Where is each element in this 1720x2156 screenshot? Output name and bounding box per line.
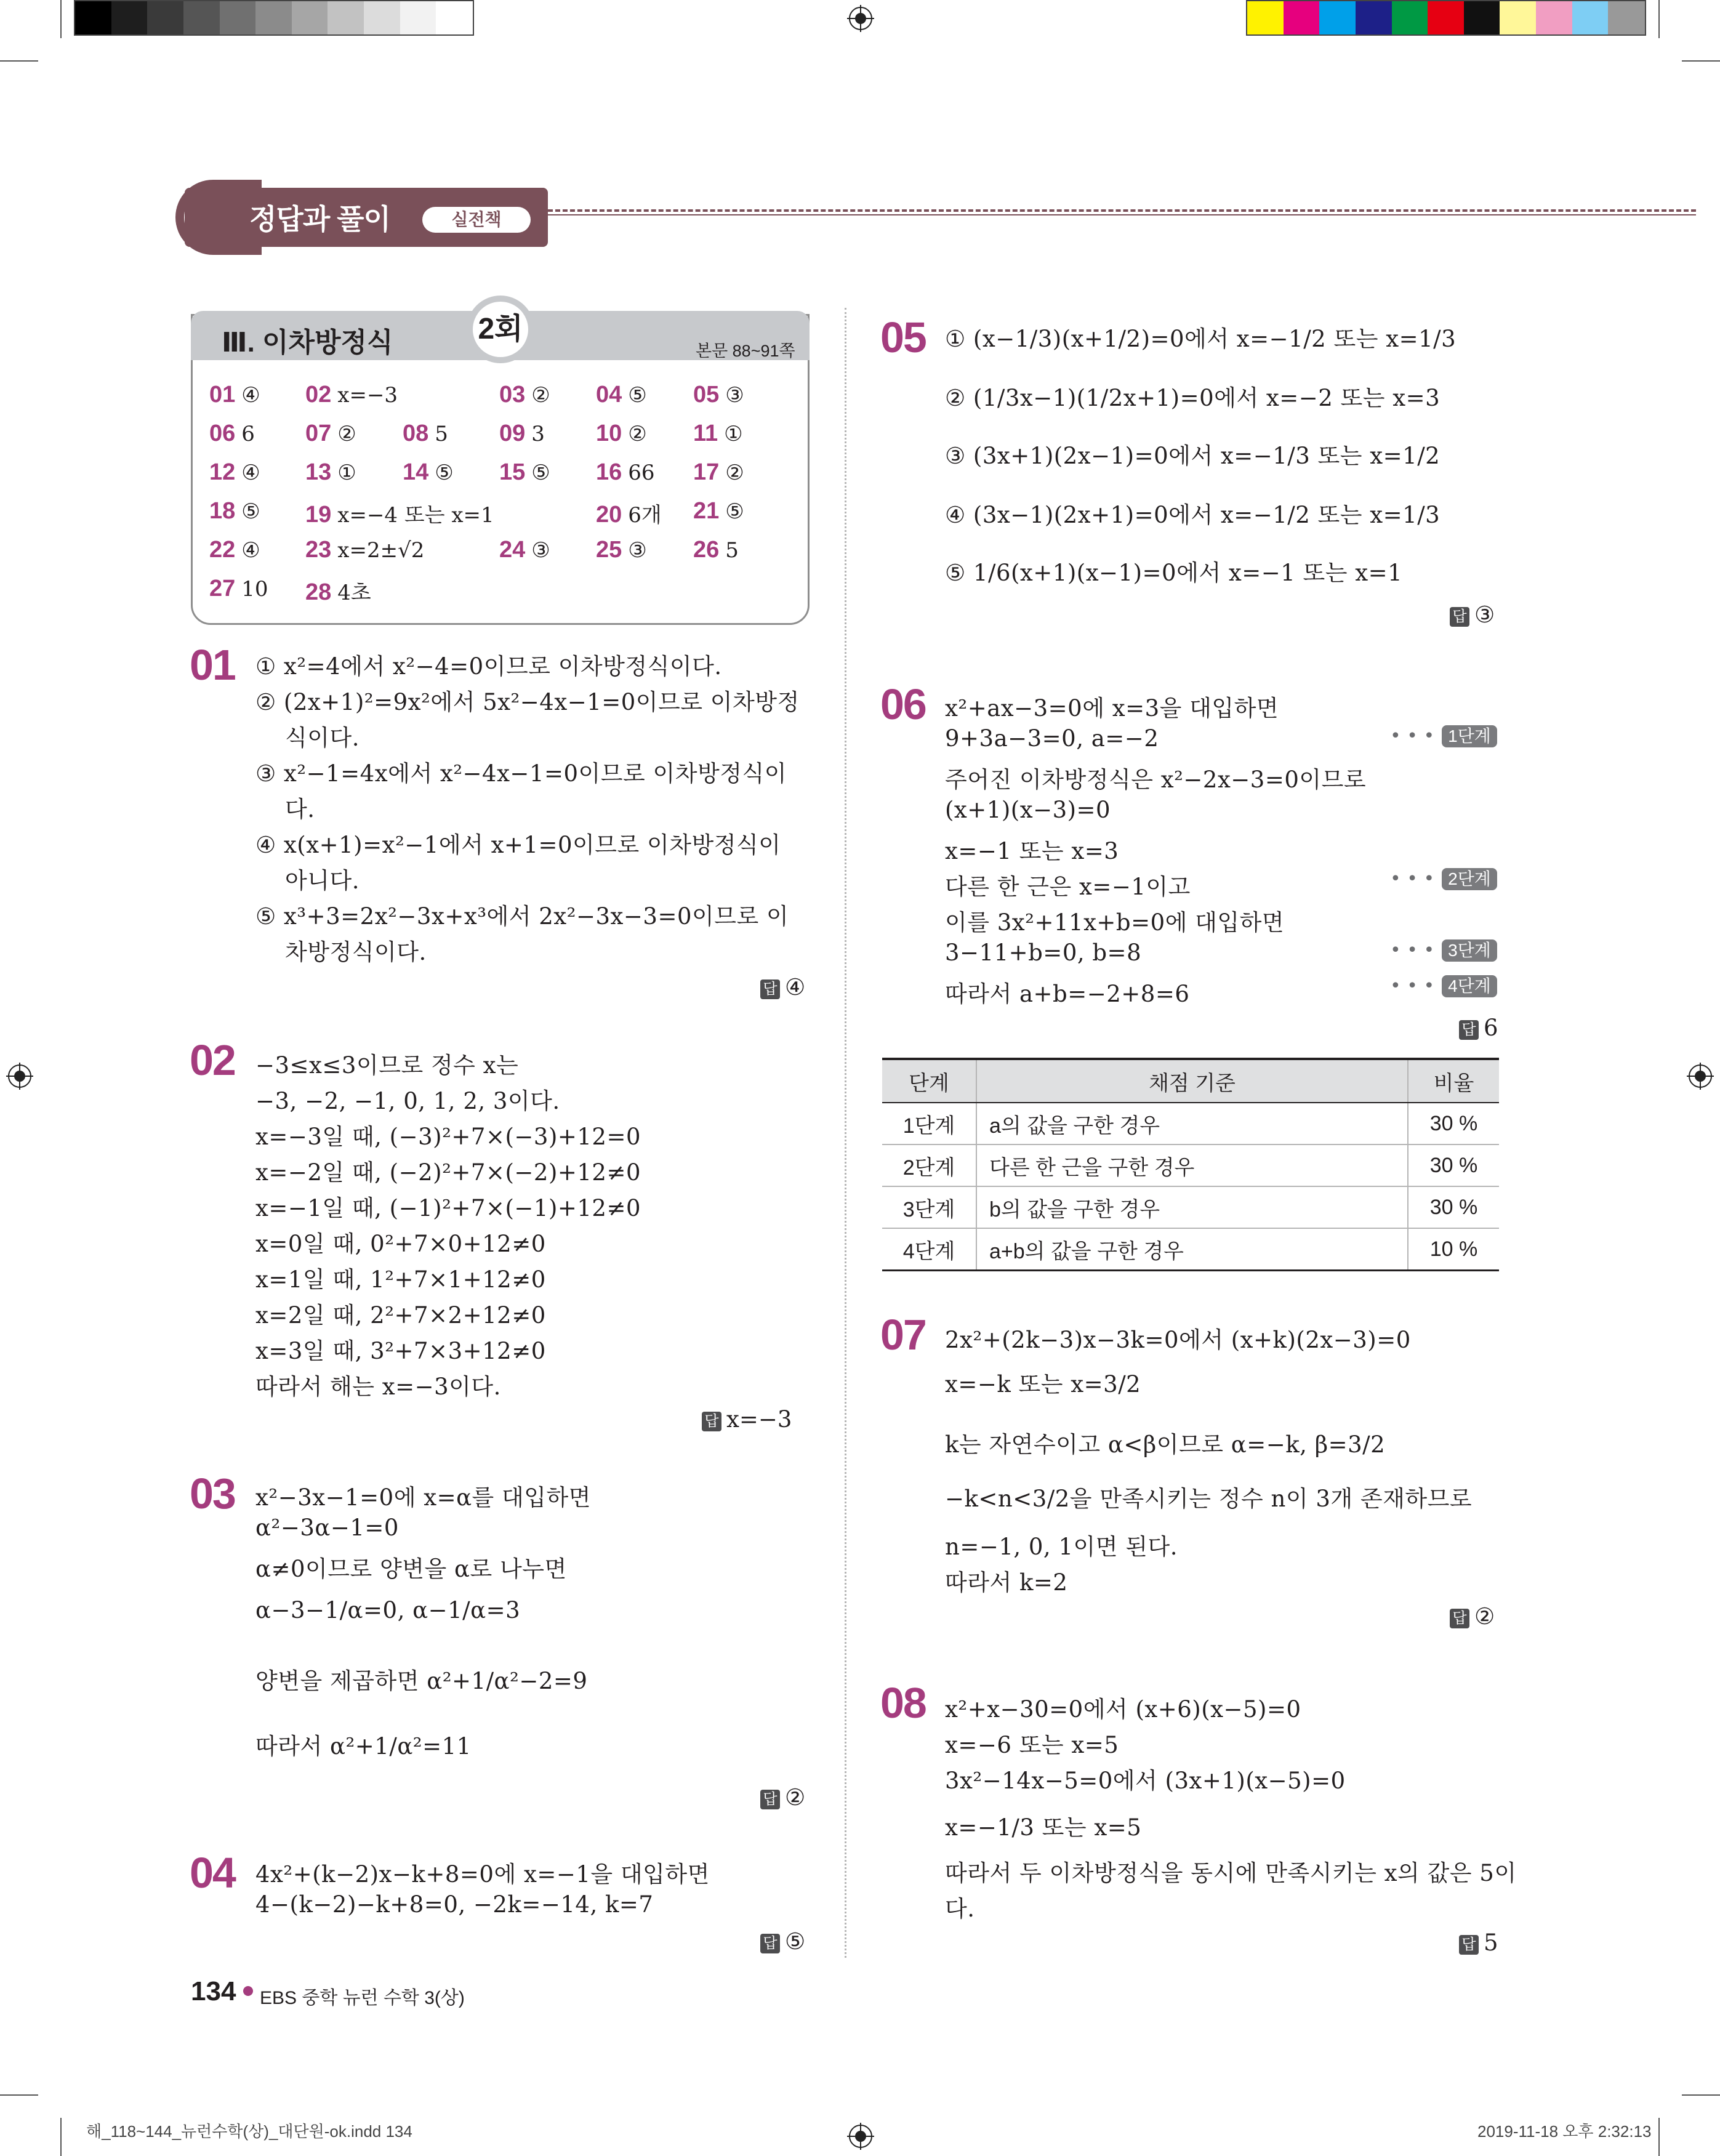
registration-mark-left — [6, 1063, 33, 1090]
answer-entry — [596, 459, 655, 486]
answer-icon: 답 — [1459, 1935, 1479, 1955]
table-cell: a+b의 값을 구한 경우 — [976, 1228, 1408, 1271]
solution-line: 다른 한 근은 x=−1이고 — [945, 874, 1191, 900]
answer-entry — [209, 382, 260, 408]
answer-number: 16 — [596, 459, 622, 485]
solution-line: −3, −2, −1, 0, 1, 2, 3이다. — [255, 1088, 560, 1114]
solution-line: 3x²−14x−5=0에서 (3x+1)(x−5)=0 — [945, 1768, 1346, 1794]
column-divider — [845, 308, 846, 1958]
answer-entry — [499, 537, 550, 563]
answer-entry — [499, 382, 550, 408]
footer-bullet — [243, 1986, 253, 1996]
grading-table — [882, 1058, 1499, 1271]
answer-number: 10 — [596, 420, 622, 446]
table-row — [882, 1144, 1499, 1186]
problem-number: 04 — [190, 1849, 235, 1897]
solution-line: 따라서 두 이차방정식을 동시에 만족시키는 x의 값은 5이 — [945, 1860, 1517, 1886]
final-answer: 5 — [1484, 1929, 1498, 1956]
answer-value: ② — [628, 422, 647, 446]
answer-value: ② — [725, 461, 744, 485]
answer-value: 3 — [531, 422, 545, 446]
answer-value: x=−4 또는 x=1 — [337, 503, 494, 528]
answer-entry — [209, 537, 260, 563]
answer-mark — [760, 1784, 805, 1811]
answer-number: 14 — [403, 459, 429, 485]
answer-entry — [305, 459, 356, 486]
answer-value: 6 — [241, 422, 255, 446]
answer-number: 24 — [499, 537, 526, 563]
table-row — [882, 1103, 1499, 1144]
answer-number: 03 — [499, 382, 526, 408]
answer-number: 18 — [209, 498, 236, 524]
final-answer: ② — [1474, 1603, 1495, 1630]
answer-number: 08 — [403, 420, 429, 446]
solution-line: x=2일 때, 2²+7×2+12≠0 — [255, 1302, 546, 1329]
solution-line: x=0일 때, 0²+7×0+12≠0 — [255, 1231, 546, 1257]
answer-number: 27 — [209, 576, 236, 601]
answer-value: ④ — [241, 383, 260, 408]
table-cell: b의 값을 구한 경우 — [976, 1186, 1408, 1228]
answer-mark — [1459, 1929, 1498, 1956]
crop-line — [1658, 2118, 1660, 2156]
solution-line: x²−3x−1=0에 x=α를 대입하면 — [255, 1484, 592, 1511]
answer-value: ① — [724, 422, 743, 446]
header-arc — [175, 180, 262, 255]
solution-line: x=−k 또는 x=3/2 — [945, 1371, 1141, 1398]
crop-line — [1658, 0, 1660, 38]
problem-number: 06 — [880, 680, 926, 728]
registration-mark-bottom — [847, 2123, 874, 2150]
answer-entry — [596, 382, 647, 408]
table-cell: 4단계 — [882, 1228, 976, 1271]
solution-line: x²+x−30=0에서 (x+6)(x−5)=0 — [945, 1696, 1301, 1723]
final-answer: ⑤ — [785, 1928, 806, 1955]
solution-line: 아니다. — [285, 867, 360, 894]
answer-number: 02 — [305, 382, 332, 408]
answer-entry — [305, 382, 398, 408]
answer-mark — [1450, 601, 1495, 628]
answer-entry — [693, 459, 744, 486]
solution-line: x=−3일 때, (−3)²+7×(−3)+12=0 — [255, 1124, 641, 1150]
solution-line: ② (1/3x−1)(1/2x+1)=0에서 x=−2 또는 x=3 — [945, 385, 1441, 411]
answer-number: 11 — [693, 420, 718, 446]
answer-number: 13 — [305, 459, 332, 485]
crop-line — [0, 60, 38, 62]
table-cell: 10 % — [1408, 1228, 1499, 1271]
answer-entry — [209, 420, 255, 447]
answer-number: 19 — [305, 502, 332, 528]
table-cell: 2단계 — [882, 1144, 976, 1186]
solution-line: ④ (3x−1)(2x+1)=0에서 x=−1/2 또는 x=1/3 — [945, 502, 1441, 528]
answer-mark — [1459, 1015, 1498, 1041]
solution-line: 따라서 α²+1/α²=11 — [255, 1733, 472, 1760]
answer-mark — [760, 1928, 805, 1955]
answer-value: ② — [531, 383, 550, 408]
table-cell: 30 % — [1408, 1103, 1499, 1144]
answer-value: ⑤ — [725, 499, 744, 524]
answer-number: 23 — [305, 537, 332, 563]
answer-icon: 답 — [1450, 607, 1469, 627]
book-title: EBS 중학 뉴런 수학 3(상) — [260, 1988, 465, 2008]
solution-line: 4x²+(k−2)x−k+8=0에 x=−1을 대입하면 — [255, 1861, 710, 1888]
step-dots: • • • — [1390, 975, 1435, 997]
solution-line: x=−1일 때, (−1)²+7×(−1)+12≠0 — [255, 1195, 641, 1221]
answer-number: 15 — [499, 459, 526, 485]
problem-number: 08 — [880, 1679, 926, 1727]
solution-line: 2x²+(2k−3)x−3k=0에서 (x+k)(2x−3)=0 — [945, 1327, 1411, 1353]
table-cell: a의 값을 구한 경우 — [976, 1103, 1408, 1144]
answer-icon: 답 — [760, 979, 780, 999]
step-badge: 3단계 — [1442, 939, 1497, 962]
answer-entry — [403, 459, 454, 486]
answer-number: 25 — [596, 537, 622, 563]
answer-entry — [693, 498, 744, 525]
answer-value: ③ — [628, 538, 647, 563]
solution-line: 식이다. — [285, 725, 360, 751]
answer-number: 21 — [693, 498, 720, 524]
answer-mark — [760, 974, 805, 1000]
answer-entry — [305, 576, 371, 606]
solution-line: 차방정식이다. — [285, 939, 427, 965]
table-cell: 3단계 — [882, 1186, 976, 1228]
table-header: 단계 — [882, 1059, 976, 1103]
solution-line: ① (x−1/3)(x+1/2)=0에서 x=−1/2 또는 x=1/3 — [945, 326, 1457, 352]
answer-icon: 답 — [760, 1790, 780, 1809]
step-dots: • • • — [1390, 868, 1435, 890]
answer-value: 5 — [725, 538, 739, 563]
answer-icon: 답 — [1450, 1609, 1469, 1628]
solution-line: 다. — [285, 796, 315, 823]
table-cell: 30 % — [1408, 1144, 1499, 1186]
answer-value: ⑤ — [241, 499, 260, 524]
final-answer: ② — [785, 1784, 806, 1811]
answer-number: 09 — [499, 420, 526, 446]
solution-line: x²+ax−3=0에 x=3을 대입하면 — [945, 695, 1279, 722]
answer-value: 10 — [241, 577, 268, 601]
solution-line: −k<n<3/2을 만족시키는 정수 n이 3개 존재하므로 — [945, 1486, 1473, 1512]
table-header-row — [882, 1059, 1499, 1103]
final-answer: 6 — [1484, 1015, 1498, 1041]
problem-number: 03 — [190, 1470, 235, 1518]
answer-value: ⑤ — [531, 461, 550, 485]
table-row — [882, 1186, 1499, 1228]
solution-line: x=3일 때, 3²+7×3+12≠0 — [255, 1338, 546, 1364]
table-cell: 다른 한 근을 구한 경우 — [976, 1144, 1408, 1186]
answer-number: 04 — [596, 382, 622, 408]
answer-entry — [693, 537, 739, 563]
answer-value: 6개 — [628, 503, 662, 528]
table-header: 비율 — [1408, 1059, 1499, 1103]
answer-entry — [596, 498, 662, 528]
final-answer: ④ — [785, 974, 806, 1000]
round-badge: 2회 — [467, 296, 534, 363]
answer-number: 06 — [209, 420, 236, 446]
step-badge: 1단계 — [1442, 725, 1497, 747]
slug-file: 해_118~144_뉴런수학(상)_대단원-ok.indd 134 — [86, 2122, 412, 2141]
problem-number: 07 — [880, 1311, 926, 1359]
registration-mark-top — [847, 5, 874, 32]
answer-number: 01 — [209, 382, 236, 408]
answer-icon: 답 — [702, 1412, 721, 1431]
problem-number: 05 — [880, 313, 926, 361]
answer-number: 12 — [209, 459, 236, 485]
answer-icon: 답 — [1459, 1020, 1479, 1040]
crop-line — [60, 0, 62, 38]
answer-entry — [209, 459, 260, 486]
solution-line: 따라서 해는 x=−3이다. — [255, 1374, 501, 1400]
solution-line: ③ x²−1=4x에서 x²−4x−1=0이므로 이차방정식이 — [255, 760, 787, 787]
solution-line: 3−11+b=0, b=8 — [945, 939, 1142, 966]
step-badge: 2단계 — [1442, 868, 1497, 890]
answer-number: 17 — [693, 459, 720, 485]
table-header: 채점 기준 — [976, 1059, 1408, 1103]
solution-line: α≠0이므로 양변을 α로 나누면 — [255, 1556, 567, 1582]
solution-line: x=−1 또는 x=3 — [945, 838, 1119, 864]
header-rule — [548, 214, 1696, 215]
answer-value: 66 — [628, 461, 655, 485]
answer-value: ② — [337, 422, 356, 446]
answer-number: 07 — [305, 420, 332, 446]
solution-line: 이를 3x²+11x+b=0에 대입하면 — [945, 909, 1285, 936]
solution-line: 따라서 a+b=−2+8=6 — [945, 981, 1190, 1007]
answer-entry — [596, 537, 647, 563]
final-answer: x=−3 — [726, 1406, 792, 1433]
slug-date: 2019-11-18 오후 2:32:13 — [1477, 2122, 1652, 2141]
page-title: 정답과 풀이 — [249, 203, 390, 235]
answer-value: x=2±√2 — [337, 538, 425, 563]
answer-value: ⑤ — [435, 461, 454, 485]
solution-line: k는 자연수이고 α<β이므로 α=−k, β=3/2 — [945, 1431, 1386, 1458]
solution-line: −3≤x≤3이므로 정수 x는 — [255, 1052, 519, 1079]
step-dots: • • • — [1390, 939, 1435, 961]
answer-number: 26 — [693, 537, 720, 563]
answer-value: ④ — [241, 538, 260, 563]
answer-entry — [693, 420, 743, 447]
answer-value: ④ — [241, 461, 260, 485]
header-rule — [548, 209, 1696, 212]
crop-line — [1682, 2094, 1720, 2096]
answer-entry — [305, 498, 494, 528]
problem-number: 01 — [190, 641, 235, 689]
step-marker — [1390, 939, 1497, 962]
page-number: 134 — [191, 1976, 236, 2006]
page-range: 본문 88~91쪽 — [696, 342, 795, 360]
answer-entry — [403, 420, 448, 447]
solution-line: 다. — [945, 1896, 975, 1922]
table-cell: 1단계 — [882, 1103, 976, 1144]
solution-line: ⑤ 1/6(x+1)(x−1)=0에서 x=−1 또는 x=1 — [945, 560, 1403, 586]
unit-title: Ⅲ. 이차방정식 — [222, 328, 393, 358]
problem-number: 02 — [190, 1036, 235, 1084]
answer-mark — [1450, 1603, 1495, 1630]
solution-line: 따라서 k=2 — [945, 1569, 1068, 1596]
table-row — [882, 1228, 1499, 1271]
color-bar — [1246, 0, 1646, 36]
answer-mark — [702, 1406, 792, 1433]
answer-entry — [209, 498, 260, 525]
answer-entry — [305, 420, 356, 447]
step-dots: • • • — [1390, 725, 1435, 747]
answer-value: 4초 — [337, 581, 371, 605]
answer-value: x=−3 — [337, 383, 398, 408]
solution-line: (x+1)(x−3)=0 — [945, 797, 1111, 823]
crop-line — [60, 2118, 62, 2156]
answer-entry — [499, 420, 545, 447]
step-badge: 4단계 — [1442, 975, 1497, 997]
crop-line — [0, 2094, 38, 2096]
solution-line: ④ x(x+1)=x²−1에서 x+1=0이므로 이차방정식이 — [255, 832, 781, 858]
solution-line: 양변을 제곱하면 α²+1/α²−2=9 — [255, 1668, 588, 1694]
solution-line: ③ (3x+1)(2x−1)=0에서 x=−1/3 또는 x=1/2 — [945, 443, 1441, 469]
header-badge: 실전책 — [422, 207, 531, 233]
answer-value: ③ — [725, 383, 744, 408]
answer-number: 22 — [209, 537, 236, 563]
answer-entry — [693, 382, 744, 408]
answer-value: ③ — [531, 538, 550, 563]
solution-line: α−3−1/α=0, α−1/α=3 — [255, 1597, 521, 1623]
answer-number: 28 — [305, 579, 332, 605]
grayscale-bar — [74, 0, 474, 36]
registration-mark-right — [1687, 1063, 1714, 1090]
answer-entry — [596, 420, 647, 447]
solution-line: n=−1, 0, 1이면 된다. — [945, 1534, 1178, 1560]
solution-line: ① x²=4에서 x²−4=0이므로 이차방정식이다. — [255, 653, 722, 680]
answer-number: 20 — [596, 502, 622, 528]
answer-value: ⑤ — [628, 383, 647, 408]
solution-line: ② (2x+1)²=9x²에서 5x²−4x−1=0이므로 이차방정 — [255, 689, 800, 715]
solution-line: 주어진 이차방정식은 x²−2x−3=0이므로 — [945, 766, 1367, 793]
solution-line: ⑤ x³+3=2x²−3x+x³에서 2x²−3x−3=0이므로 이 — [255, 903, 789, 930]
answer-value: ① — [337, 461, 356, 485]
answer-entry — [209, 576, 268, 602]
table-cell: 30 % — [1408, 1186, 1499, 1228]
step-marker — [1390, 725, 1497, 747]
answer-number: 05 — [693, 382, 720, 408]
solution-line: x=1일 때, 1²+7×1+12≠0 — [255, 1266, 546, 1293]
crop-line — [1682, 60, 1720, 62]
solution-line: x=−1/3 또는 x=5 — [945, 1814, 1142, 1841]
answer-entry — [499, 459, 550, 486]
solution-line: x=−6 또는 x=5 — [945, 1732, 1119, 1758]
solution-line: 9+3a−3=0, a=−2 — [945, 725, 1159, 752]
solution-line: 4−(k−2)−k+8=0, −2k=−14, k=7 — [255, 1891, 654, 1918]
answer-value: 5 — [435, 422, 448, 446]
answer-icon: 답 — [760, 1934, 780, 1953]
answer-entry — [305, 537, 424, 563]
step-marker — [1390, 868, 1497, 890]
final-answer: ③ — [1474, 601, 1495, 628]
solution-line: x=−2일 때, (−2)²+7×(−2)+12≠0 — [255, 1159, 641, 1186]
solution-line: α²−3α−1=0 — [255, 1514, 399, 1541]
step-marker — [1390, 975, 1497, 997]
